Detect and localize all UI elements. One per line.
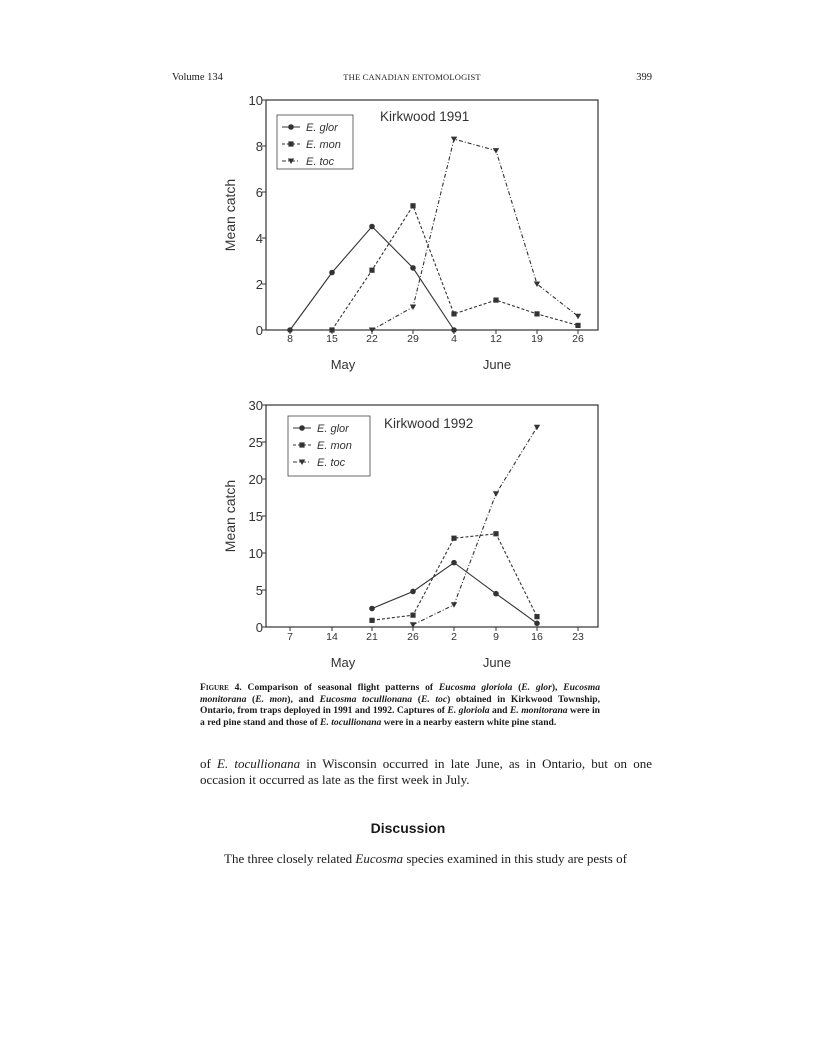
y-tick-label: 10 (248, 546, 263, 561)
volume-number: Volume 134 (172, 72, 223, 83)
section-heading-discussion: Discussion (370, 820, 446, 836)
data-point (410, 589, 416, 595)
caption-text-8: ), and (287, 693, 320, 705)
data-point (493, 531, 498, 536)
x-tick-label: 29 (407, 333, 419, 345)
y-tick-label: 8 (255, 139, 263, 154)
legend-label: E. toc (317, 457, 346, 469)
month-label: May (330, 655, 356, 670)
data-point (410, 203, 415, 208)
caption-text-16: were in a red pine stand and those of (200, 705, 601, 728)
data-point (451, 560, 457, 566)
data-point (451, 327, 457, 333)
month-label: June (482, 357, 512, 372)
data-point (410, 265, 416, 271)
data-point (534, 614, 539, 619)
month-label: June (482, 655, 512, 670)
caption-text-0: Comparison of seasonal flight patterns of (241, 682, 439, 693)
figure-caption (200, 682, 600, 728)
series-line-0 (372, 563, 537, 624)
x-tick-label: 26 (407, 631, 419, 643)
y-tick-label: 25 (248, 435, 263, 450)
figure-label: Figure 4. (200, 682, 242, 693)
data-point (329, 270, 335, 276)
body-paragraph-2 (200, 851, 652, 867)
y-tick-label: 5 (255, 583, 263, 598)
caption-text-12: ) obtained in Kirkwood Township, Ontario, from traps deployed in 1991 and 1992. Captures of (200, 693, 600, 716)
data-point (451, 311, 456, 316)
month-label: May (330, 357, 356, 372)
x-tick-label: 12 (490, 333, 502, 345)
x-tick-label: 8 (287, 333, 293, 345)
para1-species: E. tocullionana (217, 756, 301, 771)
data-point (410, 613, 415, 618)
caption-text-14: and (489, 705, 510, 716)
caption-species: E. monitorana (509, 705, 568, 716)
y-tick-label: 2 (255, 277, 263, 292)
running-header (172, 72, 652, 86)
caption-species: Eucosma tocullionana (319, 693, 413, 705)
legend-marker (288, 124, 294, 130)
x-tick-label: 16 (531, 631, 543, 643)
y-tick-label: 30 (248, 398, 263, 413)
data-point (534, 311, 539, 316)
chart-title: Kirkwood 1992 (384, 416, 474, 431)
y-axis-label: Mean catch (222, 178, 238, 252)
page-number: 399 (636, 72, 652, 83)
legend-label: E. mon (306, 139, 341, 151)
series-line-2 (413, 427, 537, 625)
caption-text-4: ), (551, 682, 564, 693)
y-tick-label: 10 (248, 93, 263, 108)
caption-text-2: ( (512, 682, 522, 693)
caption-text-10: ( (412, 693, 421, 705)
y-tick-label: 4 (255, 231, 263, 246)
para2-prefix: The three closely related (224, 851, 356, 866)
series-line-1 (372, 534, 537, 621)
y-tick-label: 6 (255, 185, 263, 200)
y-tick-label: 0 (255, 323, 263, 338)
legend-marker (299, 442, 304, 447)
y-axis-label: Mean catch (222, 479, 238, 553)
data-point (534, 425, 540, 431)
data-point (575, 314, 581, 320)
legend-marker (288, 141, 293, 146)
x-tick-label: 2 (451, 631, 457, 643)
x-tick-label: 7 (287, 631, 293, 643)
para1-prefix: of (200, 756, 217, 771)
x-tick-label: 14 (326, 631, 338, 643)
caption-text-18: were in a nearby eastern white pine stand. (381, 716, 557, 728)
caption-species: Eucosma gloriola (438, 682, 513, 693)
caption-text-6: ( (246, 693, 256, 705)
caption-species: Eucosma monitorana (200, 682, 600, 705)
x-tick-label: 22 (366, 333, 378, 345)
y-tick-label: 15 (248, 509, 263, 524)
body-paragraph-1 (200, 756, 652, 787)
data-point (451, 536, 456, 541)
legend-marker (299, 425, 305, 431)
data-point (410, 305, 416, 311)
data-point (369, 606, 375, 612)
para2-genus: Eucosma (355, 851, 404, 866)
caption-abbrev: E. mon (255, 693, 288, 705)
data-point (534, 621, 540, 627)
caption-abbrev: E. toc (420, 693, 448, 705)
data-point (369, 224, 375, 230)
caption-abbrev: E. glor (521, 682, 552, 693)
x-tick-label: 15 (326, 333, 338, 345)
data-point (493, 491, 499, 497)
data-point (369, 268, 374, 273)
series-line-2 (372, 139, 578, 330)
journal-title: THE CANADIAN ENTOMOLOGIST (343, 72, 481, 82)
x-tick-label: 21 (366, 631, 378, 643)
x-tick-label: 4 (451, 333, 457, 345)
data-point (575, 323, 580, 328)
data-point (329, 327, 334, 332)
legend-label: E. toc (306, 156, 335, 168)
x-tick-label: 9 (493, 631, 499, 643)
para1-text: in Wisconsin occurred in late June, as in Ontario, but on one occasion it occurred as late as the first week in July. (200, 756, 652, 787)
para2-text: species examined in this study are pests of (403, 851, 627, 866)
data-point (287, 327, 293, 333)
data-point (493, 298, 498, 303)
legend-label: E. mon (317, 440, 352, 452)
data-point (451, 602, 457, 608)
caption-species: E. tocullionana (320, 716, 382, 728)
chart-kirkwood-1991 (0, 92, 816, 392)
caption-species: E. gloriola (447, 705, 490, 716)
data-point (493, 148, 499, 154)
x-tick-label: 23 (572, 631, 584, 643)
chart-kirkwood-1992 (0, 395, 816, 680)
x-tick-label: 19 (531, 333, 543, 345)
x-tick-label: 26 (572, 333, 584, 345)
data-point (493, 591, 499, 597)
legend-label: E. glor (306, 122, 338, 134)
legend-label: E. glor (317, 423, 349, 435)
y-tick-label: 0 (255, 620, 263, 635)
y-tick-label: 20 (248, 472, 263, 487)
chart-title: Kirkwood 1991 (380, 109, 470, 124)
data-point (369, 618, 374, 623)
